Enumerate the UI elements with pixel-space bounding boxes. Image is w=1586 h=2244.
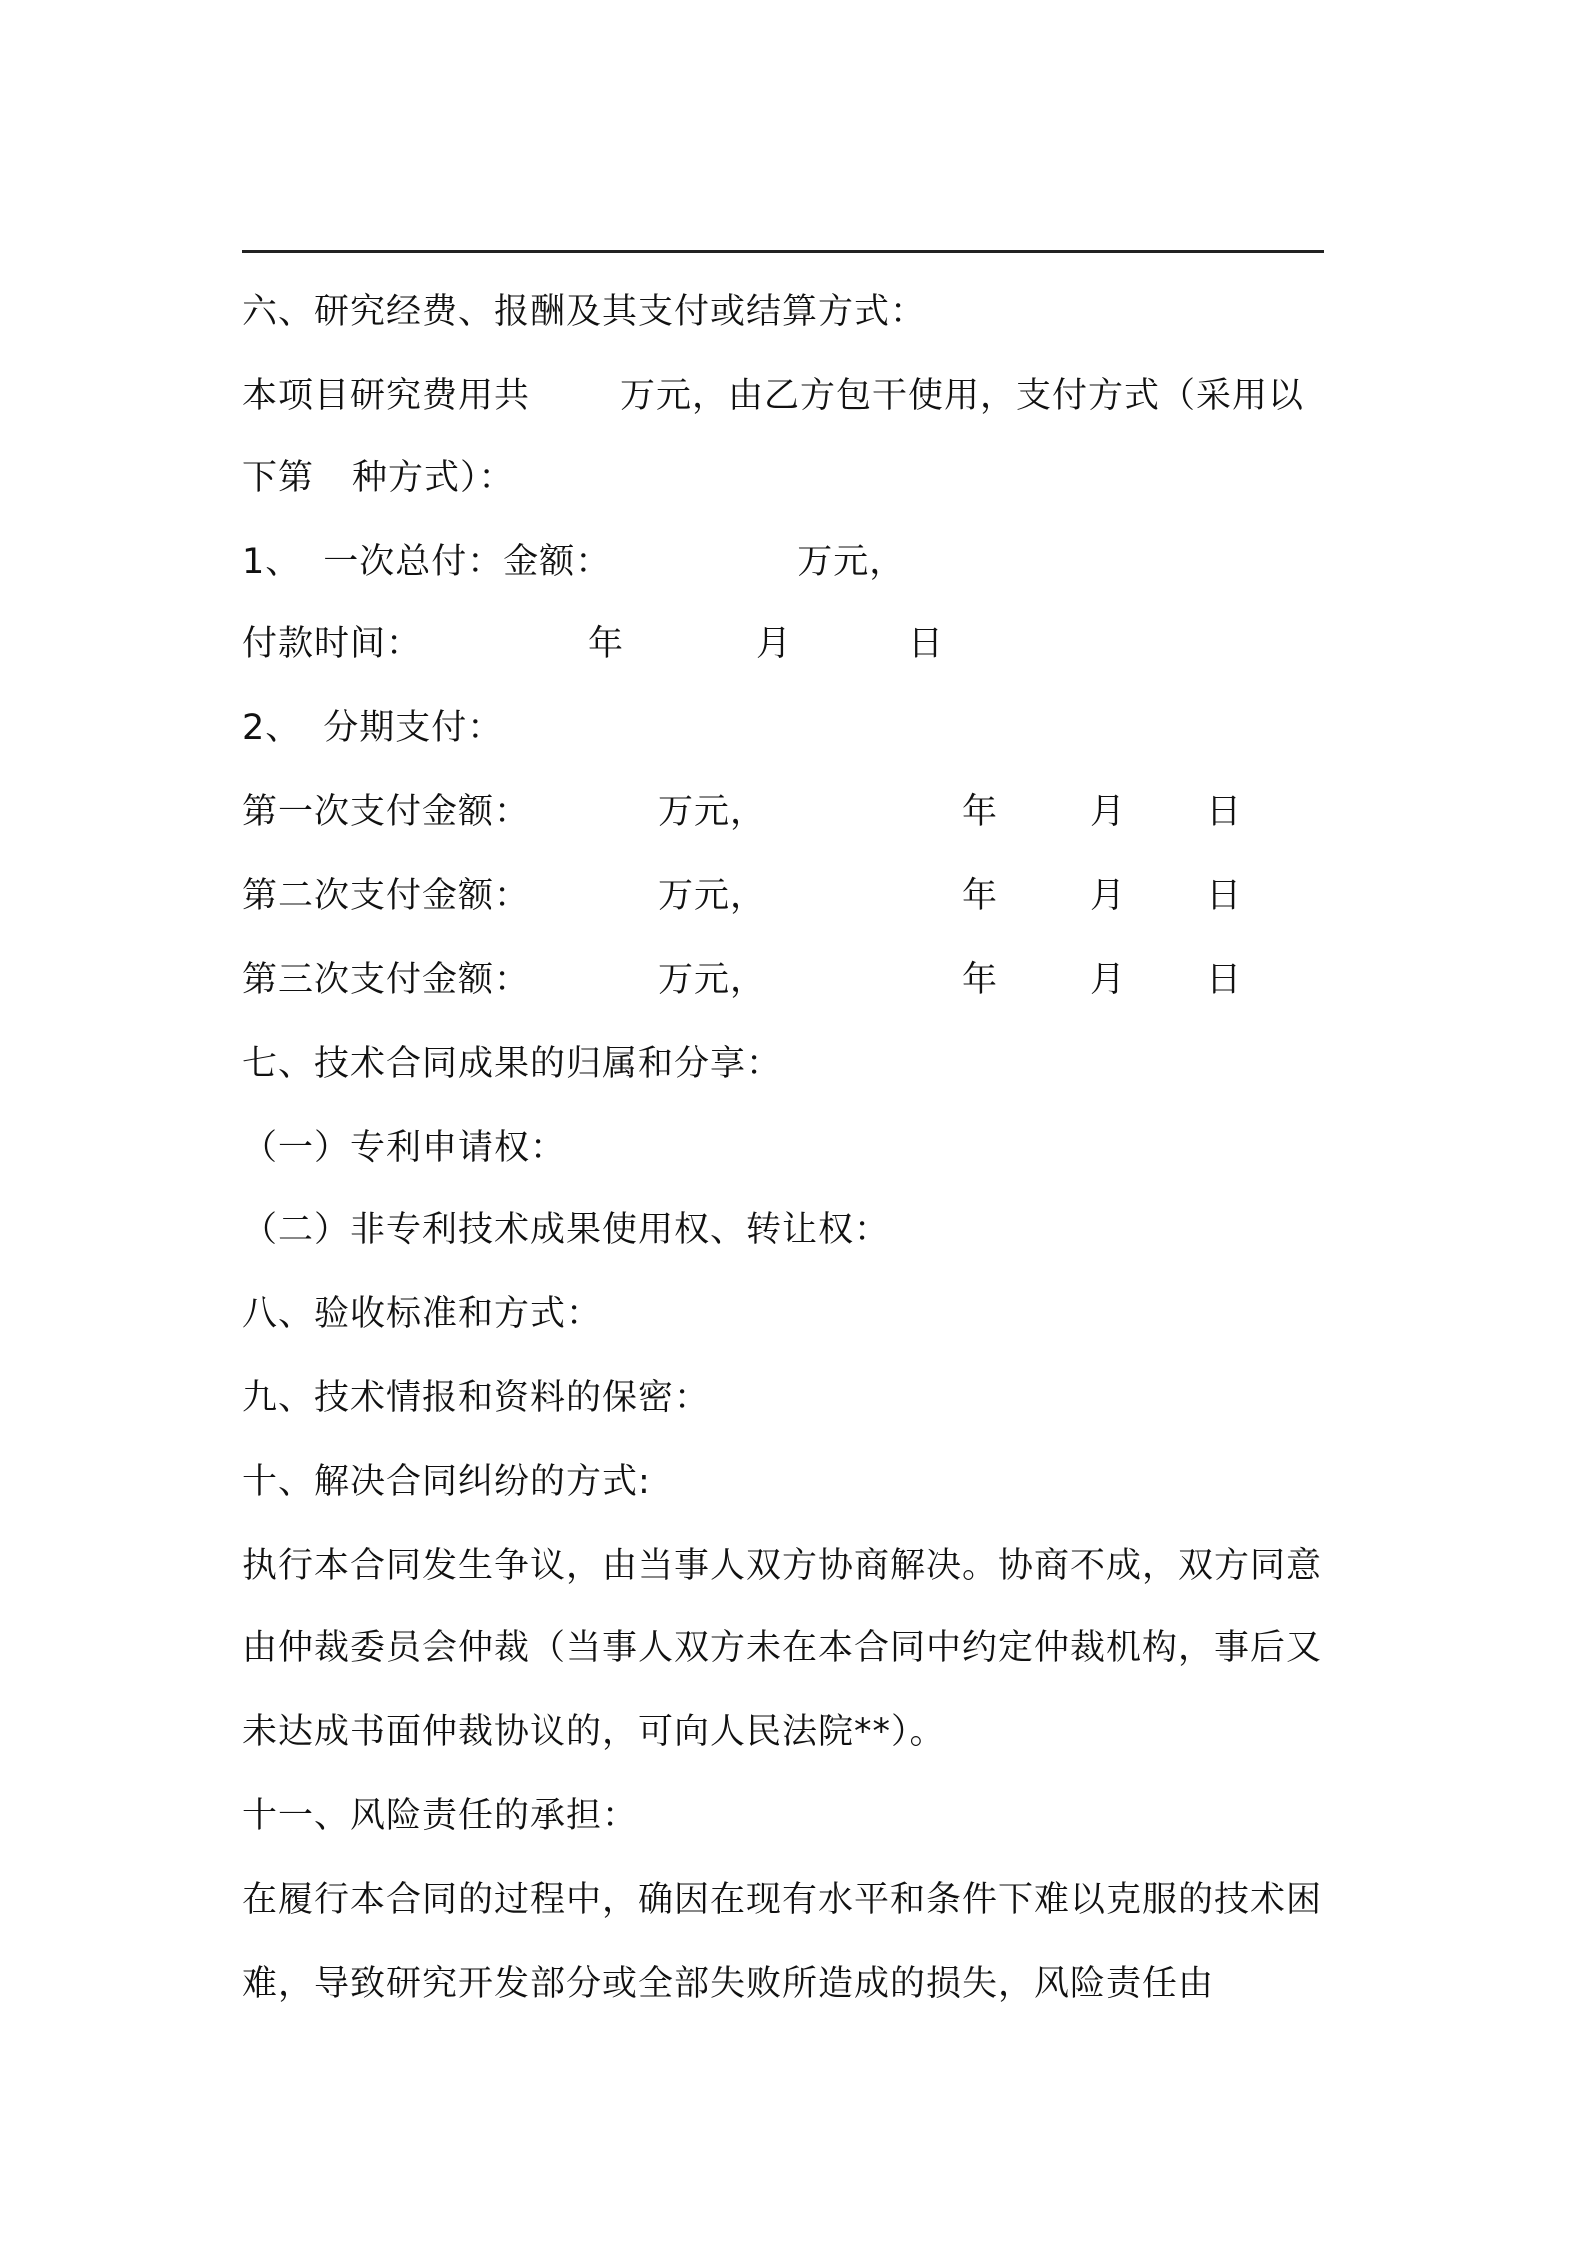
- installment-label: 第一次支付金额：: [242, 792, 531, 832]
- installment-row-2: [242, 874, 1242, 918]
- lump-sum-label: 一次总付：金额：: [323, 542, 612, 582]
- installment-unit: 万元，: [658, 876, 767, 916]
- section-8-heading: 八、验收标准和方式：: [242, 1294, 603, 1334]
- installment-label: 第二次支付金额：: [242, 876, 531, 916]
- payment-date-line: [242, 622, 944, 666]
- risk-paragraph-line-1: 在履行本合同的过程中，确因在现有水平和条件下难以克服的技术困: [242, 1880, 1323, 1920]
- section-7-heading: 七、技术合同成果的归属和分享：: [242, 1044, 783, 1084]
- installment-year: 年: [962, 960, 999, 1000]
- installment-day: 日: [1206, 960, 1243, 1000]
- installment-month: 月: [1090, 792, 1127, 832]
- payment-method-suffix: 种方式）：: [352, 458, 515, 498]
- lump-sum-unit: 万元，: [797, 542, 906, 582]
- non-patent-right-line: （二）非专利技术成果使用权、转让权：: [242, 1210, 891, 1250]
- research-fee-line: [242, 374, 1304, 418]
- item-number-1: 1、: [242, 542, 302, 582]
- installment-label: 第三次支付金额：: [242, 960, 531, 1000]
- payment-method-prefix: 下第: [242, 458, 315, 498]
- payment-date-day: 日: [908, 624, 945, 664]
- installment-unit: 万元，: [658, 960, 767, 1000]
- fill-in-blank-line: [242, 250, 1324, 253]
- installment-line: [242, 706, 503, 750]
- installment-month: 月: [1090, 876, 1127, 916]
- section-9-heading: 九、技术情报和资料的保密：: [242, 1378, 711, 1418]
- section-6-heading: 六、研究经费、报酬及其支付或结算方式：: [242, 292, 927, 332]
- payment-date-month: 月: [756, 624, 793, 664]
- installment-year: 年: [962, 876, 999, 916]
- research-fee-prefix: 本项目研究费用共: [242, 376, 531, 416]
- payment-method-line: [242, 456, 515, 500]
- dispute-paragraph-line-3: 未达成书面仲裁协议的，可向人民法院**）。: [242, 1712, 946, 1752]
- section-10-heading: 十、解决合同纠纷的方式:: [242, 1462, 651, 1502]
- payment-date-year: 年: [588, 624, 625, 664]
- dispute-paragraph-line-2: 由仲裁委员会仲裁（当事人双方未在本合同中约定仲裁机构，事后又: [242, 1628, 1323, 1668]
- installment-row-3: [242, 958, 1242, 1002]
- risk-paragraph-line-2: 难，导致研究开发部分或全部失败所造成的损失，风险责任由: [242, 1964, 1215, 2004]
- installment-label: 分期支付：: [323, 708, 504, 748]
- payment-date-label: 付款时间：: [242, 624, 423, 664]
- patent-right-line: （一）专利申请权：: [242, 1128, 567, 1168]
- installment-row-1: [242, 790, 1242, 834]
- installment-day: 日: [1206, 792, 1243, 832]
- installment-month: 月: [1090, 960, 1127, 1000]
- installment-year: 年: [962, 792, 999, 832]
- section-11-heading: 十一、风险责任的承担：: [242, 1796, 639, 1836]
- dispute-paragraph-line-1: 执行本合同发生争议，由当事人双方协商解决。协商不成，双方同意: [242, 1546, 1323, 1586]
- lump-sum-line: [242, 540, 905, 584]
- installment-unit: 万元，: [658, 792, 767, 832]
- research-fee-suffix: 万元，由乙方包干使用，支付方式（采用以: [620, 376, 1305, 416]
- installment-day: 日: [1206, 876, 1243, 916]
- item-number-2: 2、: [242, 708, 302, 748]
